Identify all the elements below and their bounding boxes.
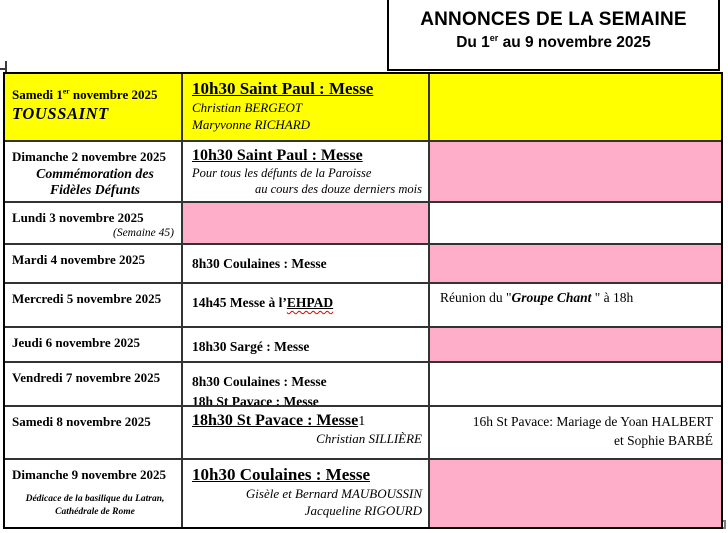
mass-title-sat1: 10h30 Saint Paul : Messe	[192, 79, 374, 98]
cell-mass-sun9	[183, 460, 430, 527]
cell-extra-mon3	[430, 203, 721, 245]
subtitle-prefix: Du 1	[456, 34, 490, 51]
date-sun9: Dimanche 9 novembre 2025	[12, 467, 166, 482]
reunion-group-name: Groupe Chant	[511, 290, 592, 305]
subtitle-suffix: au 9 novembre 2025	[498, 34, 651, 51]
cell-date-fri7	[5, 363, 183, 407]
mass-tue4: 8h30 Coulaines : Messe	[192, 256, 327, 271]
ehpad-spellcheck: EHPAD	[286, 295, 334, 310]
intentions-sat1	[192, 100, 422, 133]
cell-extra-fri7	[430, 363, 721, 407]
cell-date-sat8	[5, 407, 183, 460]
feast-note-line: Dédicace de la basilique du Latran,	[25, 494, 165, 504]
wedding-line1: 16h St Pavace: Mariage de Yoan HALBERT	[472, 414, 713, 429]
cell-mass-sat1	[183, 74, 430, 142]
date-sat1-sup: er	[62, 86, 70, 96]
cell-date-tue4	[5, 245, 183, 284]
cell-mass-tue4	[183, 245, 430, 284]
mass-title-sat8: 18h30 St Pavace : Messe	[192, 412, 359, 429]
mass-title-sun9: 10h30 Coulaines : Messe	[192, 465, 371, 484]
intention-line: Pour tous les défunts de la Paroisse	[192, 166, 372, 180]
date-sat1-pre: Samedi 1	[12, 87, 63, 102]
date-sat1-post: novembre 2025	[69, 87, 158, 102]
cell-mass-sat8	[183, 407, 430, 460]
date-sun2: Dimanche 2 novembre 2025	[12, 149, 166, 164]
intention-name: Christian BERGEOT	[192, 100, 303, 115]
intention-sat8: Christian SILLIÈRE	[316, 431, 422, 446]
cell-extra-sat8	[430, 407, 721, 460]
mass-fri7-line1: 8h30 Coulaines : Messe	[192, 374, 327, 389]
mass-thu6: 18h30 Sargé : Messe	[192, 339, 310, 354]
table-anchor-mark-tick	[0, 68, 7, 70]
announcements-title-box	[387, 0, 720, 71]
intention-line: au cours des douze derniers mois	[254, 181, 422, 196]
mass-fri7-line2: 18h St Pavace : Messe	[192, 393, 319, 407]
reunion-text-post: " à 18h	[591, 290, 634, 305]
intention-name: Jacqueline RIGOURD	[304, 502, 422, 518]
week-number-note: (Semaine 45)	[113, 227, 174, 239]
cell-date-sun2	[5, 142, 183, 203]
feast-defunts	[12, 166, 178, 199]
intention-name: Gisèle et Bernard MAUBOUSSIN	[245, 486, 422, 501]
intention-name: Maryvonne RICHARD	[192, 116, 311, 132]
cell-extra-tue4	[430, 245, 721, 284]
date-fri7: Vendredi 7 novembre 2025	[12, 370, 161, 385]
subtitle-superscript: er	[489, 32, 499, 43]
cell-date-sun9	[5, 460, 183, 527]
reunion-text-pre: Réunion du "	[440, 290, 512, 305]
announcements-table	[3, 72, 723, 529]
cell-date-sat1	[5, 74, 183, 142]
date-sat1	[12, 87, 178, 103]
cell-date-mon3	[5, 203, 183, 245]
cell-extra-sun2	[430, 142, 721, 203]
feast-latran-note	[12, 493, 178, 519]
feast-line: Fidèles Défunts	[49, 182, 141, 198]
mass-wed5-text: 14h45 Messe à l’	[192, 295, 287, 310]
cell-mass-thu6	[183, 328, 430, 363]
mass-title-sun2: 10h30 Saint Paul : Messe	[192, 147, 363, 164]
page-subtitle	[389, 34, 718, 52]
mass-wed5	[192, 293, 422, 313]
intentions-sun9	[192, 486, 422, 519]
feast-note-line: Cathédrale de Rome	[55, 506, 135, 517]
cell-mass-fri7	[183, 363, 430, 407]
cell-date-wed5	[5, 284, 183, 328]
ehpad-underlined	[287, 295, 333, 310]
date-mon3: Lundi 3 novembre 2025	[12, 210, 144, 225]
feast-toussaint: TOUSSAINT	[12, 104, 109, 123]
cell-extra-sat1	[430, 74, 721, 142]
cell-mass-sun2	[183, 142, 430, 203]
date-thu6: Jeudi 6 novembre 2025	[12, 335, 140, 350]
mass-sat8-line	[192, 412, 422, 430]
mass-sat8-footnote: 1	[358, 414, 366, 429]
cell-extra-thu6	[430, 328, 721, 363]
page-title: ANNONCES DE LA SEMAINE	[420, 9, 687, 30]
cell-extra-wed5	[430, 284, 721, 328]
date-tue4: Mardi 4 novembre 2025	[12, 252, 145, 267]
wedding-line2: et Sophie BARBÉ	[613, 432, 713, 448]
cell-extra-sun9	[430, 460, 721, 527]
date-sat8: Samedi 8 novembre 2025	[12, 414, 151, 429]
cell-date-thu6	[5, 328, 183, 363]
date-wed5: Mercredi 5 novembre 2025	[12, 291, 162, 306]
cell-mass-mon3	[183, 203, 430, 245]
intentions-sun2	[192, 166, 422, 197]
feast-line: Commémoration des	[36, 166, 154, 181]
cell-mass-wed5	[183, 284, 430, 328]
